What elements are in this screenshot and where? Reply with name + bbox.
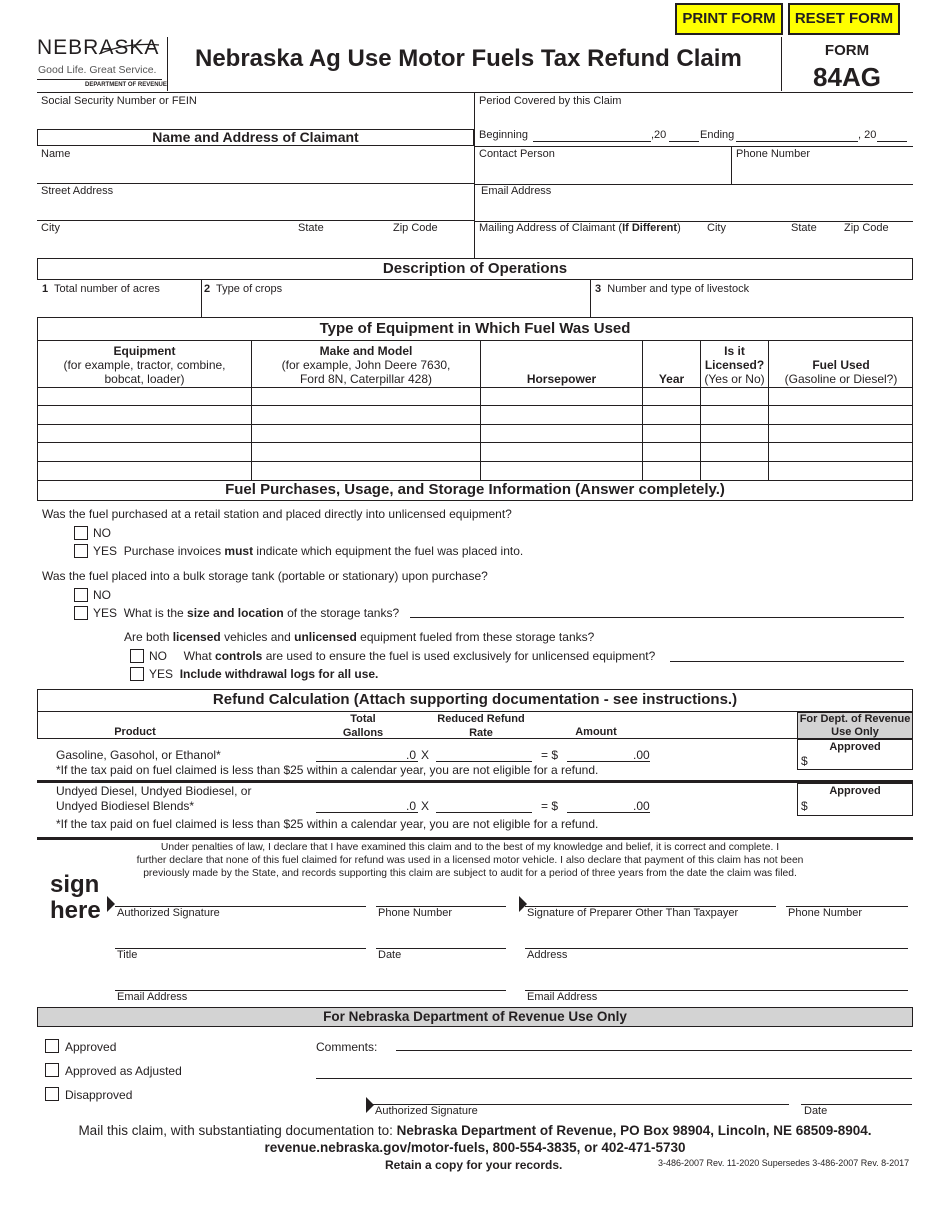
preparer-phone-label: Phone Number bbox=[788, 907, 862, 919]
title-field[interactable] bbox=[115, 948, 366, 949]
beginning-year-field[interactable] bbox=[669, 141, 699, 142]
logo-swoosh-icon bbox=[97, 42, 161, 56]
authorized-signature-label: Authorized Signature bbox=[117, 907, 220, 919]
street-label: Street Address bbox=[41, 185, 114, 197]
dept-disapproved-checkbox[interactable] bbox=[45, 1087, 59, 1101]
col-fuel-header: Fuel Used (Gasoline or Diesel?) bbox=[784, 358, 898, 386]
preparer-address-label: Address bbox=[527, 949, 568, 961]
dept-only-text: For Dept. of Revenue Use Only bbox=[799, 713, 911, 738]
revision-info: 3-486-2007 Rev. 11-2020 Supersedes 3-486-2007 Rev. 8-2017 bbox=[658, 1158, 910, 1168]
period-label: Period Covered by this Claim bbox=[479, 95, 622, 107]
ending-label: Ending bbox=[700, 129, 735, 141]
gas-gallons-suffix: .0 bbox=[406, 748, 417, 762]
col-horsepower-header: Horsepower bbox=[526, 372, 597, 386]
dept-approved-adjusted-checkbox[interactable] bbox=[45, 1063, 59, 1077]
col-total-gallons-header: Total Gallons bbox=[342, 713, 384, 739]
nebraska-logo bbox=[37, 36, 167, 92]
mail-instructions: Mail this claim, with substantiating documentation to: Nebraska Department of Revenue, PO Box 98904, Lincoln, NE 68509-8904. bbox=[78, 1123, 872, 1138]
retain-copy: Retain a copy for your records. bbox=[385, 1158, 563, 1172]
q2-yes-checkbox[interactable] bbox=[74, 606, 88, 620]
reset-form-button[interactable]: RESET FORM bbox=[788, 3, 900, 35]
beginning-field[interactable] bbox=[533, 141, 651, 142]
gas-approved-label: Approved bbox=[829, 741, 881, 753]
claimant-phone-label: Phone Number bbox=[378, 907, 452, 919]
q1-no-label: NO bbox=[93, 526, 111, 540]
contact-label: Contact Person bbox=[479, 148, 555, 160]
col-make-header: Make and Model (for example, John Deere 7630, Ford 8N, Caterpillar 428) bbox=[281, 344, 451, 386]
crops-label: 2 Type of crops bbox=[204, 283, 283, 295]
q2-no-label: NO bbox=[93, 588, 111, 602]
mailing-state-label: State bbox=[791, 222, 817, 234]
storage-tanks-field[interactable] bbox=[410, 617, 904, 618]
preparer-email-label: Email Address bbox=[527, 991, 598, 1003]
claimant-section-title: Name and Address of Claimant bbox=[152, 129, 359, 145]
diesel-cents: .00 bbox=[633, 799, 650, 813]
beginning-year-label: ,20 bbox=[651, 129, 667, 141]
q2-yes-label: YES What is the size and location of the storage tanks? bbox=[93, 606, 400, 620]
diesel-equals: = $ bbox=[541, 799, 559, 813]
title-label: Title bbox=[117, 949, 138, 961]
gas-times: X bbox=[421, 748, 430, 762]
col-product-header: Product bbox=[114, 726, 156, 738]
dept-sign-arrow-icon bbox=[366, 1097, 374, 1113]
beginning-label: Beginning bbox=[479, 129, 528, 141]
gas-approved-dollar: $ bbox=[801, 754, 808, 768]
q2-no-checkbox[interactable] bbox=[74, 588, 88, 602]
preparer-address-field[interactable] bbox=[525, 948, 908, 949]
dept-signature-label: Authorized Signature bbox=[375, 1105, 478, 1117]
q1-yes-checkbox[interactable] bbox=[74, 544, 88, 558]
logo-tagline: Good Life. Great Service. bbox=[38, 64, 157, 76]
logo-divider bbox=[37, 79, 162, 80]
operations-title: Description of Operations bbox=[37, 258, 913, 280]
diesel-rate-field[interactable] bbox=[436, 812, 532, 813]
q1-no-checkbox[interactable] bbox=[74, 526, 88, 540]
sign-arrow-icon bbox=[107, 896, 115, 912]
col-licensed-header: Is it Licensed? (Yes or No) bbox=[704, 344, 765, 386]
preparer-signature-label: Signature of Preparer Other Than Taxpayer bbox=[527, 907, 739, 919]
col-rate-header: Reduced Refund Rate bbox=[437, 713, 525, 739]
state-label: State bbox=[298, 222, 324, 234]
gas-cents: .00 bbox=[633, 748, 650, 762]
gas-gallons-field[interactable] bbox=[316, 761, 418, 762]
equipment-rows[interactable] bbox=[38, 388, 913, 479]
logo-dept: DEPARTMENT OF REVENUE bbox=[85, 82, 167, 88]
phone-label: Phone Number bbox=[736, 148, 810, 160]
form-number: 84AG bbox=[813, 62, 881, 92]
preparer-arrow-icon bbox=[519, 896, 527, 912]
declaration-text: Under penalties of law, I declare that I have examined this claim and to the best of my knowledge and belief, it is correct and complete. I further declare that none of this fuel claimed for refund was used in a licensed motor vehicle. I also declare that payment of this claim has not been previously made by the State, and records supporting this claim are subject to audit for a period of three years from the date the claim was filed. bbox=[136, 842, 804, 879]
dept-date-label: Date bbox=[804, 1105, 828, 1117]
ssn-label: Social Security Number or FEIN bbox=[41, 95, 197, 107]
ssn-field[interactable] bbox=[37, 106, 473, 128]
diesel-approved-dollar: $ bbox=[801, 799, 808, 813]
logo-word: NEBRASKA bbox=[37, 36, 160, 59]
q3-text: Are both licensed vehicles and unlicensed equipment fueled from these storage tanks? bbox=[124, 630, 595, 644]
ending-field[interactable] bbox=[736, 141, 858, 142]
q3-no-checkbox[interactable] bbox=[130, 649, 144, 663]
comments-field-1[interactable] bbox=[396, 1050, 912, 1051]
q1-text: Was the fuel purchased at a retail station and placed directly into unlicensed equipment? bbox=[42, 507, 512, 521]
livestock-label: 3 Number and type of livestock bbox=[595, 283, 750, 295]
diesel-approved-label: Approved bbox=[829, 785, 881, 797]
print-form-button[interactable]: PRINT FORM bbox=[675, 3, 783, 35]
diesel-label-1: Undyed Diesel, Undyed Biodiesel, or bbox=[56, 784, 252, 798]
q3-no-label: NO What controls are used to ensure the fuel is used exclusively for unlicensed equipment? bbox=[149, 649, 656, 663]
form-label: FORM bbox=[824, 42, 870, 59]
mailing-city-label: City bbox=[707, 222, 726, 234]
dept-approved-checkbox[interactable] bbox=[45, 1039, 59, 1053]
claimant-email-label: Email Address bbox=[117, 991, 188, 1003]
diesel-note: *If the tax paid on fuel claimed is less than $25 within a calendar year, you are not eligible for a refund. bbox=[56, 817, 599, 831]
diesel-gallons-suffix: .0 bbox=[406, 799, 417, 813]
controls-field[interactable] bbox=[670, 661, 904, 662]
here-label: here bbox=[50, 897, 101, 924]
city-label: City bbox=[41, 222, 60, 234]
acres-label: 1 Total number of acres bbox=[42, 283, 160, 295]
ending-year-label: , 20 bbox=[858, 129, 877, 141]
email-label: Email Address bbox=[481, 185, 552, 197]
col-equipment-header: Equipment (for example, tractor, combine, bobcat, loader) bbox=[63, 344, 226, 386]
mailing-zip-label: Zip Code bbox=[844, 222, 889, 234]
comments-label: Comments: bbox=[316, 1040, 378, 1054]
col-year-header: Year bbox=[658, 372, 685, 386]
diesel-gallons-field[interactable] bbox=[316, 812, 418, 813]
diesel-times: X bbox=[421, 799, 430, 813]
comments-field-2[interactable] bbox=[316, 1078, 912, 1079]
equipment-title: Type of Equipment in Which Fuel Was Used bbox=[37, 317, 913, 341]
q3-yes-label: YES Include withdrawal logs for all use. bbox=[149, 667, 379, 681]
name-label: Name bbox=[41, 148, 71, 160]
gas-rate-field[interactable] bbox=[436, 761, 532, 762]
refund-title: Refund Calculation (Attach supporting documentation - see instructions.) bbox=[37, 689, 913, 712]
contact-info: revenue.nebraska.gov/motor-fuels, 800-554-3835, or 402-471-5730 bbox=[264, 1140, 686, 1155]
gas-label: Gasoline, Gasohol, or Ethanol* bbox=[56, 748, 221, 762]
dept-approved-label: Approved bbox=[65, 1040, 117, 1054]
col-amount-header: Amount bbox=[575, 726, 617, 738]
mailing-address-label: Mailing Address of Claimant (If Different) bbox=[479, 222, 681, 234]
ending-year-field[interactable] bbox=[877, 141, 907, 142]
form-title: Nebraska Ag Use Motor Fuels Tax Refund Claim bbox=[195, 45, 742, 72]
dept-use-title: For Nebraska Department of Revenue Use Only bbox=[37, 1007, 913, 1027]
q3-yes-checkbox[interactable] bbox=[130, 667, 144, 681]
q1-yes-label: YES Purchase invoices must indicate which equipment the fuel was placed into. bbox=[93, 544, 524, 558]
sign-label: sign bbox=[50, 871, 100, 898]
zip-label: Zip Code bbox=[393, 222, 438, 234]
name-field[interactable] bbox=[37, 160, 473, 182]
date-label: Date bbox=[378, 949, 402, 961]
gas-equals: = $ bbox=[541, 748, 559, 762]
gas-note: *If the tax paid on fuel claimed is less than $25 within a calendar year, you are not eligible for a refund. bbox=[56, 763, 599, 777]
fuel-title: Fuel Purchases, Usage, and Storage Information (Answer completely.) bbox=[37, 480, 913, 501]
q2-text: Was the fuel placed into a bulk storage tank (portable or stationary) upon purchase? bbox=[42, 569, 488, 583]
dept-disapproved-label: Disapproved bbox=[65, 1088, 133, 1102]
dept-approved-adjusted-label: Approved as Adjusted bbox=[65, 1064, 182, 1078]
diesel-label-2: Undyed Biodiesel Blends* bbox=[56, 799, 195, 813]
